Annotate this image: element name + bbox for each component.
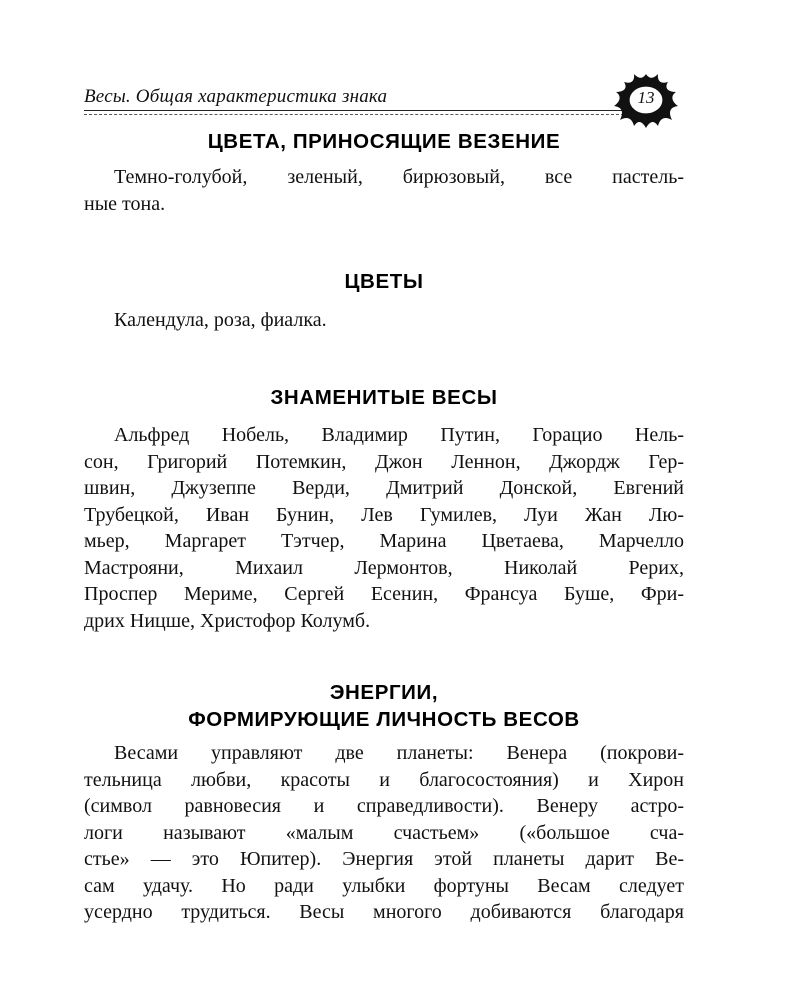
text-line: Темно-голубой, зеленый, бирюзовый, все пастель- xyxy=(114,166,684,188)
text-line: сон, Григорий Потемкин, Джон Леннон, Джордж Гер- xyxy=(84,450,684,473)
paragraph-flowers xyxy=(84,307,684,334)
header-rule-dashed xyxy=(84,114,624,115)
header-rule xyxy=(84,110,624,111)
text-line: ные тона. xyxy=(84,192,166,215)
text-line: (символ равновесия и справедливости). Венеру астро- xyxy=(84,795,684,817)
section-heading-energies xyxy=(84,679,684,733)
heading-line: ФОРМИРУЮЩИЕ ЛИЧНОСТЬ ВЕСОВ xyxy=(188,708,580,731)
text-line: логи называют «малым счастьем» («большое сча- xyxy=(84,821,684,844)
text-line: усердно трудиться. Весы многого добиваются благодаря xyxy=(84,901,684,923)
text-line: Альфред Нобель, Владимир Путин, Горацио Нель- xyxy=(114,424,684,446)
paragraph-famous-libras xyxy=(84,422,684,634)
text-line: стье» — это Юпитер). Энергия этой планеты дарит Ве- xyxy=(84,848,684,870)
text-line: швин, Джузеппе Верди, Дмитрий Донской, Евгений xyxy=(84,477,684,499)
heading-line: ЦВЕТЫ xyxy=(344,270,424,293)
text-line: Календула, роза, фиалка. xyxy=(114,309,327,331)
section-heading-flowers xyxy=(84,268,684,295)
text-line: дрих Ницше, Христофор Колумб. xyxy=(84,609,371,632)
text-line: Проспер Мериме, Сергей Есенин, Франсуа Буше, Фри- xyxy=(84,583,684,605)
running-header-title: Весы. Общая характеристика знака xyxy=(84,86,388,107)
paragraph-energies xyxy=(84,740,684,926)
section-heading-famous-libras xyxy=(84,384,684,411)
text-line: Мастрояни, Михаил Лермонтов, Николай Рерих, xyxy=(84,556,684,579)
text-line: мьер, Маргарет Тэтчер, Марина Цветаева, Марчелло xyxy=(84,530,684,552)
running-header xyxy=(84,84,684,124)
heading-line: ЗНАМЕНИТЫЕ ВЕСЫ xyxy=(270,386,498,409)
heading-line: ЭНЕРГИИ, xyxy=(329,681,439,704)
text-line: Трубецкой, Иван Бунин, Лев Гумилев, Луи Жан Лю- xyxy=(84,503,684,526)
text-line: сам удачу. Но ради улыбки фортуны Весам следует xyxy=(84,874,684,897)
text-line: Весами управляют две планеты: Венера (покрови- xyxy=(114,742,684,764)
paragraph-lucky-colors xyxy=(84,164,684,217)
heading-line: ЦВЕТА, ПРИНОСЯЩИЕ ВЕЗЕНИЕ xyxy=(207,130,561,153)
text-line: тельница любви, красоты и благосостояния) и Хирон xyxy=(84,768,684,791)
page-number: 13 xyxy=(637,88,655,107)
section-heading-lucky-colors xyxy=(84,128,684,155)
